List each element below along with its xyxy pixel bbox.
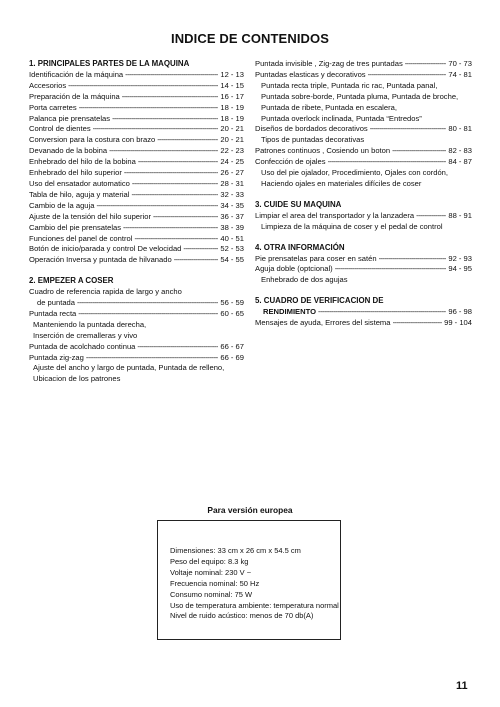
- toc-entry-title: Limpiar el area del transportador y la lanzadera: [255, 210, 415, 220]
- toc-subentry: Limpieza de la máquina de coser y el pedal de control: [261, 221, 443, 231]
- toc-subentry: Uso del pie ojalador, Procedimiento, Ojales con cordón,: [261, 168, 448, 178]
- leader-dots: [393, 318, 443, 329]
- toc-subentry: Enhebrado de dos agujas: [261, 275, 348, 285]
- toc-section-2: [29, 276, 244, 385]
- toc-subentry: Ubicacion de los patrones: [33, 374, 121, 384]
- leader-dots: [125, 70, 218, 81]
- leader-dots: [86, 353, 218, 364]
- toc-entry-title: Puntadas elasticas y decorativos: [255, 69, 366, 79]
- leader-dots: [78, 309, 218, 320]
- toc-entry-pages: 80 - 81: [448, 124, 472, 134]
- spec-line: Dimensiones: 33 cm x 26 cm x 54.5 cm: [170, 546, 301, 555]
- toc-entry: [255, 59, 472, 70]
- toc-entry: [29, 244, 244, 255]
- toc-entry-pages: 82 - 83: [448, 146, 472, 156]
- leader-dots: [318, 307, 446, 318]
- section-heading: 1. PRINCIPALES PARTES DE LA MAQUINA: [29, 59, 190, 68]
- toc-entry-title: Confección de ojales: [255, 157, 326, 167]
- spec-line: Nivel de ruido acústico: menos de 70 db(A): [170, 611, 314, 621]
- toc-entry-title: Puntada recta: [29, 308, 77, 318]
- toc-entry-title: Mensajes de ayuda, Errores del sistema: [255, 318, 391, 328]
- leader-dots: [123, 223, 218, 234]
- section-heading: 5. CUADRO DE VERIFICACION DE: [255, 296, 384, 306]
- euro-spec-box: [157, 520, 341, 640]
- toc-entry: [29, 92, 244, 103]
- toc-entry-title: Botón de inicio/parada y control De velocidad: [29, 244, 182, 254]
- toc-entry-title: Enhebrado del hilo superior: [29, 168, 122, 178]
- section-heading: 2. EMPEZER A COSER: [29, 276, 114, 286]
- toc-entry-pages: 52 - 53: [220, 244, 244, 254]
- toc-entry: [29, 103, 244, 114]
- toc-entry-pages: 56 - 59: [220, 298, 244, 308]
- toc-entry: [255, 318, 472, 329]
- leader-dots: [405, 59, 447, 70]
- toc-subentry: Ajuste del ancho y largo de puntada, Puntada de relleno,: [33, 363, 225, 373]
- toc-entry-title: de puntada: [37, 298, 76, 308]
- toc-entry: [29, 212, 244, 223]
- toc-entry-pages: 18 - 19: [220, 113, 244, 123]
- leader-dots: [134, 234, 218, 245]
- toc-entry-pages: 84 - 87: [448, 157, 472, 167]
- toc-entry-title: Operación Inversa y puntada de hilvanado: [29, 255, 172, 265]
- toc-entry-title: Funciones del panel de control: [29, 233, 133, 243]
- toc-entry: [29, 81, 244, 92]
- toc-entry: [255, 264, 472, 275]
- toc-entry: [29, 190, 244, 201]
- toc-subentry: Manteniendo la puntada derecha,: [33, 319, 147, 329]
- spec-line: Frecuencia nominal: 50 Hz: [170, 578, 260, 588]
- leader-dots: [370, 124, 447, 135]
- leader-dots: [124, 168, 218, 179]
- toc-entry-title: Ajuste de la tensión del hilo superior: [29, 211, 151, 221]
- toc-entry: [29, 146, 244, 157]
- toc-entry-title: Tabla de hilo, aguja y material: [29, 189, 130, 199]
- toc-line: Cuadro de referencia rapida de largo y ancho: [29, 287, 182, 297]
- toc-entry-title: Cambio de la aguja: [29, 200, 95, 210]
- toc-entry: [255, 307, 472, 318]
- toc-entry-title: Pie prensatelas para coser en satén: [255, 253, 377, 263]
- page-title: INDICE DE CONTENIDOS: [170, 31, 329, 46]
- toc-entry: [255, 146, 472, 157]
- spec-line: Peso del equipo: 8.3 kg: [170, 556, 249, 566]
- leader-dots: [392, 146, 446, 157]
- toc-entry-title: Devanado de la bobina: [29, 146, 108, 156]
- toc-entry-pages: 38 - 39: [220, 222, 244, 232]
- toc-section-2-continued: [255, 59, 472, 190]
- toc-section-5: [255, 296, 472, 329]
- toc-entry-title: Conversion para la costura con brazo: [29, 135, 156, 145]
- toc-entry-title: Patrones continuos , Cosiendo un boton: [255, 146, 391, 156]
- toc-entry-pages: 70 - 73: [448, 59, 472, 68]
- toc-entry-title: RENDIMIENTO: [263, 307, 317, 317]
- leader-dots: [96, 201, 218, 212]
- toc-entry: [29, 70, 244, 81]
- toc-entry: [29, 201, 244, 212]
- toc-entry-title: Aguja doble (optcional): [255, 264, 333, 274]
- toc-entry: [29, 179, 244, 190]
- section-heading: 4. OTRA INFORMACIÓN: [255, 242, 345, 252]
- toc-section-4: [255, 243, 472, 287]
- leader-dots: [122, 92, 219, 103]
- spec-line: Uso de temperatura ambiente: temperatura normal: [170, 600, 339, 610]
- toc-subentry: Tipos de puntadas decorativas: [261, 135, 365, 145]
- toc-entry-title: Puntada invisible , Zig-zag de tres puntadas: [255, 59, 403, 68]
- toc-entry-pages: 22 - 23: [220, 146, 244, 156]
- leader-dots: [335, 264, 447, 275]
- toc-entry-pages: 96 - 98: [448, 307, 472, 317]
- leader-dots: [153, 212, 218, 223]
- leader-dots: [68, 81, 218, 92]
- toc-entry: [255, 157, 472, 168]
- toc-subentry: Puntada sobre-borde, Puntada pluma, Puntada de broche,: [261, 91, 459, 101]
- toc-entry-pages: 88 - 91: [448, 210, 472, 220]
- toc-entry: [29, 168, 244, 179]
- leader-dots: [368, 70, 447, 81]
- toc-entry-title: Porta carretes: [29, 102, 77, 112]
- toc-entry-pages: 16 - 17: [220, 91, 244, 101]
- toc-entry-title: Accesorios: [29, 80, 67, 90]
- toc-entry: [29, 157, 244, 168]
- toc-entry-title: Preparación de la máquina: [29, 91, 120, 101]
- toc-entry-title: Palanca pie prensatelas: [29, 113, 111, 123]
- toc-subentry: Puntada de ribete, Puntada en escalera,: [261, 102, 397, 112]
- toc-subentry: Puntada recta triple, Puntada ric rac, Puntada panal,: [261, 80, 438, 90]
- toc-section-3: [255, 200, 472, 233]
- toc-entry-title: Diseños de bordados decorativos: [255, 124, 368, 134]
- leader-dots: [109, 146, 218, 157]
- toc-entry-title: Puntada zig-zag: [29, 352, 84, 362]
- toc-entry-title: Identificación de la máquina: [29, 69, 124, 79]
- toc-entry: [29, 135, 244, 146]
- spec-line: Consumo nominal: 75 W: [170, 589, 253, 599]
- toc-entry: [29, 255, 244, 266]
- leader-dots: [183, 244, 218, 255]
- leader-dots: [93, 124, 219, 135]
- toc-section-1: [29, 59, 244, 266]
- leader-dots: [379, 254, 447, 265]
- toc-right-column: [255, 59, 472, 339]
- section-heading: 3. CUIDE SU MAQUINA: [255, 199, 342, 209]
- toc-entry-pages: 92 - 93: [448, 253, 472, 263]
- leader-dots: [77, 298, 218, 309]
- leader-dots: [416, 211, 446, 222]
- toc-entry-pages: 60 - 65: [220, 308, 244, 318]
- toc-entry: [29, 124, 244, 135]
- toc-entry-pages: 94 - 95: [448, 264, 472, 274]
- toc-entry-pages: 66 - 67: [220, 341, 244, 351]
- toc-entry-pages: 40 - 51: [220, 233, 244, 243]
- toc-entry: [29, 342, 244, 353]
- toc-entry-title: Enhebrado del hilo de la bobina: [29, 157, 136, 167]
- toc-entry: [29, 353, 244, 364]
- toc-entry-pages: 66 - 69: [220, 352, 244, 362]
- leader-dots: [79, 103, 219, 114]
- leader-dots: [174, 255, 219, 266]
- toc-entry-pages: 26 - 27: [220, 168, 244, 178]
- leader-dots: [138, 157, 219, 168]
- toc-entry-title: Cambio del pie prensatelas: [29, 222, 122, 232]
- leader-dots: [137, 342, 218, 353]
- toc-entry: [29, 223, 244, 234]
- toc-entry: [29, 309, 244, 320]
- leader-dots: [131, 190, 218, 201]
- toc-entry-pages: 74 - 81: [448, 69, 472, 79]
- toc-entry-pages: 20 - 21: [220, 124, 244, 134]
- toc-entry: [255, 211, 472, 222]
- toc-entry: [255, 70, 472, 81]
- toc-entry: [29, 234, 244, 245]
- toc-subentry: Haciendo ojales en materiales difíciles de coser: [261, 178, 422, 188]
- leader-dots: [112, 114, 218, 125]
- euro-spec-title: Para versión europea: [207, 505, 293, 515]
- leader-dots: [328, 157, 447, 168]
- toc-entry-pages: 99 - 104: [444, 318, 472, 328]
- toc-entry: [255, 124, 472, 135]
- toc-entry: [29, 298, 244, 309]
- page-number: 11: [456, 680, 468, 692]
- leader-dots: [157, 135, 218, 146]
- toc-entry-pages: 36 - 37: [220, 211, 244, 221]
- toc-entry-pages: 18 - 19: [220, 102, 244, 112]
- toc-entry-title: Control de dientes: [29, 124, 91, 134]
- toc-entry-pages: 12 - 13: [220, 69, 244, 79]
- toc-entry-pages: 14 - 15: [220, 80, 244, 90]
- toc-entry: [29, 114, 244, 125]
- toc-entry-pages: 32 - 33: [220, 189, 244, 199]
- toc-subentry: Inserción de cremalleras y vivo: [33, 330, 138, 340]
- toc-entry-title: Uso del ensatador automatico: [29, 178, 130, 188]
- toc-entry: [255, 254, 472, 265]
- toc-left-column: [29, 59, 244, 395]
- toc-entry-pages: 24 - 25: [220, 157, 244, 167]
- toc-subentry: Puntada overlock inclinada, Puntada “Entredos”: [261, 113, 422, 123]
- toc-entry-pages: 34 - 35: [220, 200, 244, 210]
- spec-line: Voltaje nominal: 230 V ~: [170, 567, 252, 577]
- toc-entry-pages: 28 - 31: [220, 178, 244, 188]
- leader-dots: [132, 179, 218, 190]
- toc-entry-pages: 20 - 21: [220, 135, 244, 145]
- toc-entry-pages: 54 - 55: [220, 255, 244, 265]
- toc-entry-title: Puntada de acolchado continua: [29, 341, 136, 351]
